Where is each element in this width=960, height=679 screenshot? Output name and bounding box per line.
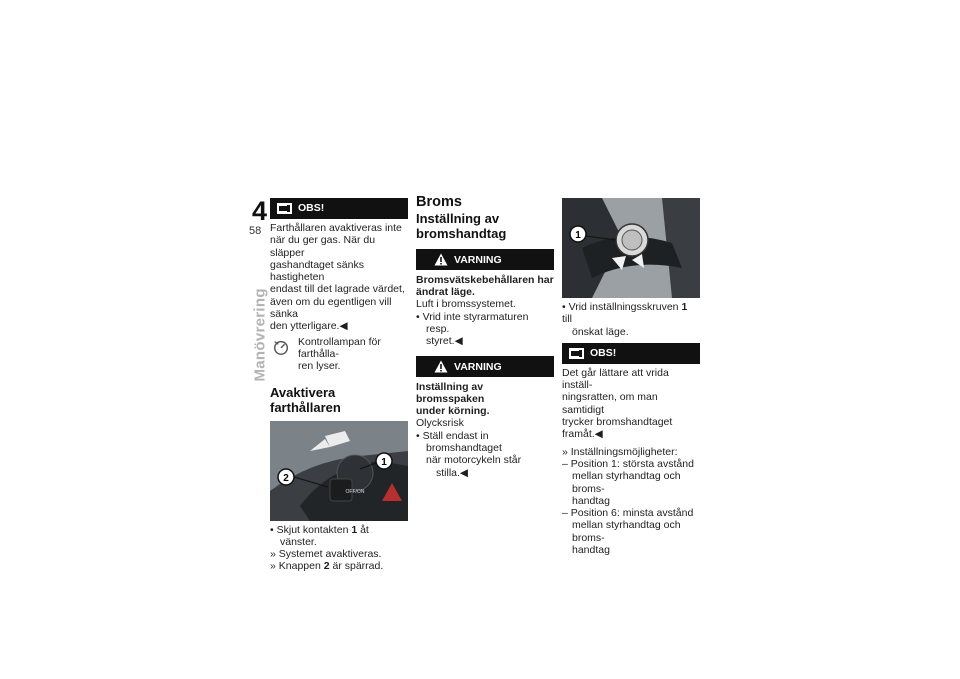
bullet-line: Vrid inte styrarmaturen resp. bbox=[422, 310, 529, 335]
option-item bbox=[562, 458, 700, 507]
subsection-title bbox=[416, 211, 554, 241]
photo-label-1: 1 bbox=[381, 456, 387, 468]
lamp-line: ren lyser. bbox=[298, 360, 341, 373]
step-text: till bbox=[562, 313, 572, 326]
column-1 bbox=[270, 198, 408, 573]
step-text: Knappen bbox=[278, 560, 324, 573]
warning-subtext: Luft i bromssystemet. bbox=[416, 298, 516, 311]
warning-triangle-icon bbox=[434, 253, 448, 266]
brake-adjuster-illustration bbox=[562, 198, 700, 298]
step-item bbox=[270, 560, 408, 572]
step-text: åt vänster. bbox=[280, 523, 369, 548]
obs-label: OBS! bbox=[298, 202, 325, 215]
warning-bullet: • Ställ endast in bromshandtaget när motorcykeln står stilla.◀ bbox=[416, 430, 554, 479]
photo-label-2: 2 bbox=[283, 472, 289, 484]
page-number: 58 bbox=[249, 225, 262, 237]
option-line: handtag bbox=[572, 494, 610, 507]
photo-label-1: 1 bbox=[575, 230, 581, 241]
step-item bbox=[270, 524, 408, 549]
obs-line: Det går lättare att vrida inställ- bbox=[562, 366, 669, 392]
obs-line: ningsratten, om man samtidigt bbox=[562, 391, 658, 416]
warning-label: VARNING bbox=[454, 360, 502, 373]
chapter-number: 4 bbox=[252, 196, 268, 226]
bullet-line: Ställ endast in bromshandtaget bbox=[422, 429, 502, 455]
warning-label: VARNING bbox=[454, 253, 502, 266]
option-line: mellan styrhandtag och broms- bbox=[572, 470, 681, 495]
steps-list bbox=[270, 524, 408, 573]
option-line: Position 6: minsta avstånd bbox=[570, 507, 694, 520]
obs-line: även om du egentligen vill sänka bbox=[270, 295, 392, 321]
step-text: Systemet avaktiveras. bbox=[278, 548, 382, 561]
obs-line: när du ger gas. När du släpper bbox=[270, 234, 376, 259]
switch-illustration bbox=[270, 421, 408, 521]
obs-label: OBS! bbox=[590, 347, 617, 360]
column-2 bbox=[416, 196, 554, 479]
warning-subtext: Olycksrisk bbox=[416, 417, 464, 430]
lamp-line: Kontrollampan för farthålla- bbox=[298, 335, 381, 360]
warning-heading-line: Inställning av bromsspaken bbox=[416, 381, 485, 406]
section-heading: Avaktivera farthållaren bbox=[270, 384, 341, 415]
step-text: Vrid inställningsskruven bbox=[568, 301, 682, 313]
step-number: 1 bbox=[351, 523, 358, 536]
warning-heading-line: under körning. bbox=[416, 405, 490, 418]
option-line: Position 1: största avstånd bbox=[570, 457, 694, 470]
step-item bbox=[270, 548, 408, 560]
option-line: handtag bbox=[572, 544, 610, 557]
warning-heading bbox=[416, 274, 554, 298]
indicator-lamp-note bbox=[270, 336, 408, 373]
obs-line: trycker bromshandtaget framåt.◀ bbox=[562, 416, 673, 441]
option-line: mellan styrhandtag och broms- bbox=[572, 519, 681, 544]
step-prefix: • bbox=[270, 523, 274, 536]
step-text: Skjut kontakten bbox=[276, 523, 352, 536]
note-hand-icon bbox=[277, 203, 292, 214]
warning-banner bbox=[416, 356, 554, 377]
obs-line: gashandtaget sänks hastigheten bbox=[270, 258, 364, 284]
option-prefix: – bbox=[562, 507, 568, 520]
obs-line: den ytterligare.◀ bbox=[270, 320, 348, 333]
column-3 bbox=[562, 198, 700, 556]
warning-banner bbox=[416, 249, 554, 270]
step-number: 2 bbox=[323, 560, 330, 573]
subtitle-line: bromshandtag bbox=[416, 226, 507, 242]
warning-bullet: • Vrid inte styrarmaturen resp. styret.◀ bbox=[416, 311, 554, 348]
option-item bbox=[562, 507, 700, 556]
bullet-line: styret.◀ bbox=[426, 335, 463, 348]
brake-adjuster-photo bbox=[562, 198, 700, 298]
section-side-label: Manövrering bbox=[251, 288, 269, 382]
obs-text bbox=[562, 367, 700, 441]
bullet-line: när motorcykeln står stilla.◀ bbox=[426, 454, 522, 479]
obs-line: Farthållaren avaktiveras inte bbox=[270, 222, 402, 234]
step-prefix: » bbox=[270, 560, 276, 573]
chapter-title: Broms bbox=[416, 194, 462, 210]
step-text: är spärrad. bbox=[329, 560, 384, 573]
adjust-step: • Vrid inställningsskruven 1 till önskat läge. bbox=[562, 301, 700, 338]
step-number: 1 bbox=[681, 301, 688, 313]
option-prefix: – bbox=[562, 457, 568, 470]
note-hand-icon bbox=[569, 348, 584, 359]
warning-triangle-icon bbox=[434, 360, 448, 373]
obs-banner bbox=[270, 198, 408, 219]
subtitle-line: Inställning av bbox=[416, 211, 500, 227]
cruise-control-lamp-icon bbox=[272, 338, 290, 356]
switch-photo bbox=[270, 421, 408, 521]
warning-heading-line: Bromsvätskebehållaren har bbox=[416, 274, 554, 287]
obs-banner bbox=[562, 343, 700, 364]
obs-text bbox=[270, 222, 408, 333]
warning-heading bbox=[416, 381, 554, 417]
options-intro: » Inställningsmöjligheter: bbox=[562, 445, 678, 458]
warning-heading-line: ändrat läge. bbox=[416, 286, 475, 299]
switch-off-on-text: OFF/ON bbox=[345, 488, 365, 495]
step-text: önskat läge. bbox=[572, 325, 629, 338]
obs-line: endast till det lagrade värdet, bbox=[270, 283, 405, 296]
step-prefix: » bbox=[270, 548, 276, 561]
